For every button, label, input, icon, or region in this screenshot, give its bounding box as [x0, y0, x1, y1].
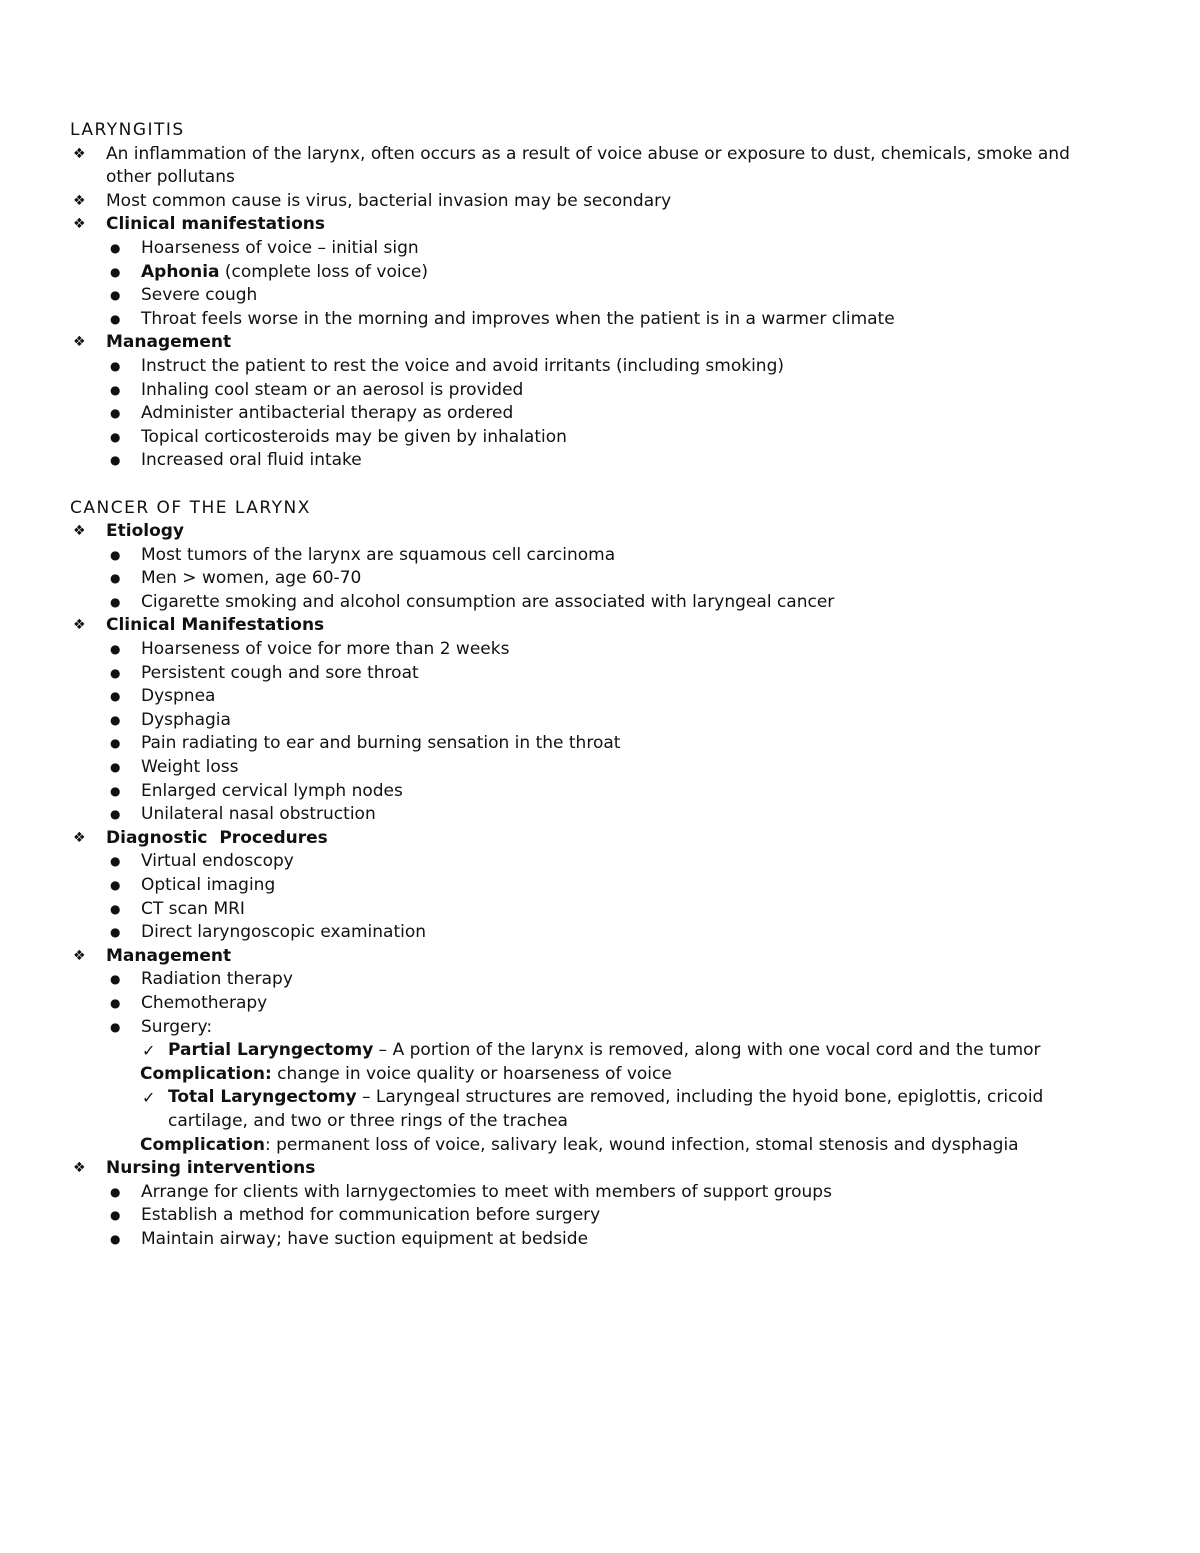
list-item: ● Instruct the patient to rest the voice and avoid irritants (including smoking): [70, 355, 1130, 379]
dot-bullet-icon: ●: [110, 1208, 121, 1223]
list-item: ● Increased oral fluid intake: [70, 449, 1130, 473]
dot-bullet-icon: ●: [110, 240, 121, 255]
list-item-continuation: cartilage, and two or three rings of the trachea: [168, 1110, 568, 1131]
dot-bullet-icon: ●: [110, 665, 121, 680]
list-item: ● Optical imaging: [70, 874, 1130, 898]
dot-bullet-icon: ●: [110, 642, 121, 657]
list-item: ● Arrange for clients with larnygectomies to meet with members of support groups: [70, 1181, 1130, 1205]
subheading-diagnostic-procedures: ❖ Diagnostic Procedures: [70, 827, 1130, 851]
list-item-continuation: other pollutans: [106, 167, 235, 188]
list-item: ● Throat feels worse in the morning and improves when the patient is in a warmer climate: [70, 308, 1130, 332]
list-item: ● Chemotherapy: [70, 992, 1130, 1016]
dot-bullet-icon: ●: [110, 995, 121, 1010]
list-item: ● Direct laryngoscopic examination: [70, 921, 1130, 945]
diamond-bullet-icon: ❖: [73, 334, 86, 351]
list-item: ● Dysphagia: [70, 709, 1130, 733]
diamond-bullet-icon: ❖: [73, 1160, 86, 1177]
list-item: ● Surgery:: [70, 1016, 1130, 1040]
dot-bullet-icon: ●: [110, 1019, 121, 1034]
list-item: ● Persistent cough and sore throat: [70, 662, 1130, 686]
dot-bullet-icon: ●: [110, 429, 121, 444]
diamond-bullet-icon: ❖: [73, 829, 86, 846]
list-item: ● Severe cough: [70, 284, 1130, 308]
diamond-bullet-icon: ❖: [73, 192, 86, 209]
list-item: ● Enlarged cervical lymph nodes: [70, 780, 1130, 804]
subheading-management: ❖ Management: [70, 945, 1130, 969]
list-item: ● Aphonia (complete loss of voice): [70, 261, 1130, 285]
dot-bullet-icon: ●: [110, 453, 121, 468]
complication-note: Complication: permanent loss of voice, salivary leak, wound infection, stomal stenosis and dysphagia: [140, 1134, 1019, 1155]
section-spacer: [70, 473, 1130, 497]
dot-bullet-icon: ●: [110, 406, 121, 421]
section-title-laryngitis: LARYNGITIS: [70, 120, 185, 140]
list-item: ● Administer antibacterial therapy as ordered: [70, 402, 1130, 426]
list-item: ● Cigarette smoking and alcohol consumption are associated with laryngeal cancer: [70, 591, 1130, 615]
dot-bullet-icon: ●: [110, 594, 121, 609]
dot-bullet-icon: ●: [110, 783, 121, 798]
dot-bullet-icon: ●: [110, 760, 121, 775]
list-item: ● Radiation therapy: [70, 968, 1130, 992]
dot-bullet-icon: ●: [110, 736, 121, 751]
list-item: ● Dyspnea: [70, 685, 1130, 709]
check-icon: ✓: [142, 1088, 156, 1108]
list-item: ● Topical corticosteroids may be given by inhalation: [70, 426, 1130, 450]
list-item: ● Hoarseness of voice – initial sign: [70, 237, 1130, 261]
check-icon: ✓: [142, 1041, 156, 1061]
list-item: ● Most tumors of the larynx are squamous cell carcinoma: [70, 544, 1130, 568]
dot-bullet-icon: ●: [110, 925, 121, 940]
dot-bullet-icon: ●: [110, 571, 121, 586]
checklist-item-total-laryngectomy: ✓ Total Laryngectomy – Laryngeal structures are removed, including the hyoid bone, epiglottis, cricoid: [70, 1086, 1130, 1110]
subheading-etiology: ❖ Etiology: [70, 520, 1130, 544]
list-item: ● Inhaling cool steam or an aerosol is provided: [70, 379, 1130, 403]
dot-bullet-icon: ●: [110, 264, 121, 279]
list-item: ● CT scan MRI: [70, 898, 1130, 922]
complication-note: Complication: change in voice quality or hoarseness of voice: [140, 1063, 672, 1084]
list-item: ● Virtual endoscopy: [70, 850, 1130, 874]
dot-bullet-icon: ●: [110, 807, 121, 822]
diamond-bullet-icon: ❖: [73, 947, 86, 964]
dot-bullet-icon: ●: [110, 712, 121, 727]
list-item: ● Weight loss: [70, 756, 1130, 780]
diamond-bullet-icon: ❖: [73, 216, 86, 233]
list-item: ● Hoarseness of voice for more than 2 weeks: [70, 638, 1130, 662]
dot-bullet-icon: ●: [110, 382, 121, 397]
dot-bullet-icon: ●: [110, 854, 121, 869]
diamond-bullet-icon: ❖: [73, 523, 86, 540]
dot-bullet-icon: ●: [110, 311, 121, 326]
dot-bullet-icon: ●: [110, 1231, 121, 1246]
subheading-management: ❖ Management: [70, 331, 1130, 355]
dot-bullet-icon: ●: [110, 972, 121, 987]
list-item: ❖ An inflammation of the larynx, often occurs as a result of voice abuse or exposure to dust, chemicals, smoke and: [70, 143, 1130, 167]
dot-bullet-icon: ●: [110, 901, 121, 916]
subheading-clinical-manifestations: ❖ Clinical manifestations: [70, 213, 1130, 237]
list-item: ● Establish a method for communication before surgery: [70, 1204, 1130, 1228]
list-item: ❖ Most common cause is virus, bacterial invasion may be secondary: [70, 190, 1130, 214]
checklist-item-partial-laryngectomy: ✓ Partial Laryngectomy – A portion of the larynx is removed, along with one vocal cord and the tumor: [70, 1039, 1130, 1063]
document-page: [70, 119, 1130, 1252]
dot-bullet-icon: ●: [110, 689, 121, 704]
section-title-cancer-of-larynx: CANCER OF THE LARYNX: [70, 497, 311, 518]
dot-bullet-icon: ●: [110, 1184, 121, 1199]
subheading-nursing-interventions: ❖ Nursing interventions: [70, 1157, 1130, 1181]
dot-bullet-icon: ●: [110, 878, 121, 892]
list-item: ● Maintain airway; have suction equipment at bedside: [70, 1228, 1130, 1252]
diamond-bullet-icon: ❖: [73, 617, 86, 634]
dot-bullet-icon: ●: [110, 547, 121, 562]
dot-bullet-icon: ●: [110, 288, 121, 303]
list-item: ● Unilateral nasal obstruction: [70, 803, 1130, 827]
diamond-bullet-icon: ❖: [73, 145, 86, 162]
list-item: ● Men > women, age 60-70: [70, 567, 1130, 591]
list-item: ● Pain radiating to ear and burning sensation in the throat: [70, 732, 1130, 756]
dot-bullet-icon: ●: [110, 358, 121, 373]
subheading-clinical-manifestations: ❖ Clinical Manifestations: [70, 614, 1130, 638]
